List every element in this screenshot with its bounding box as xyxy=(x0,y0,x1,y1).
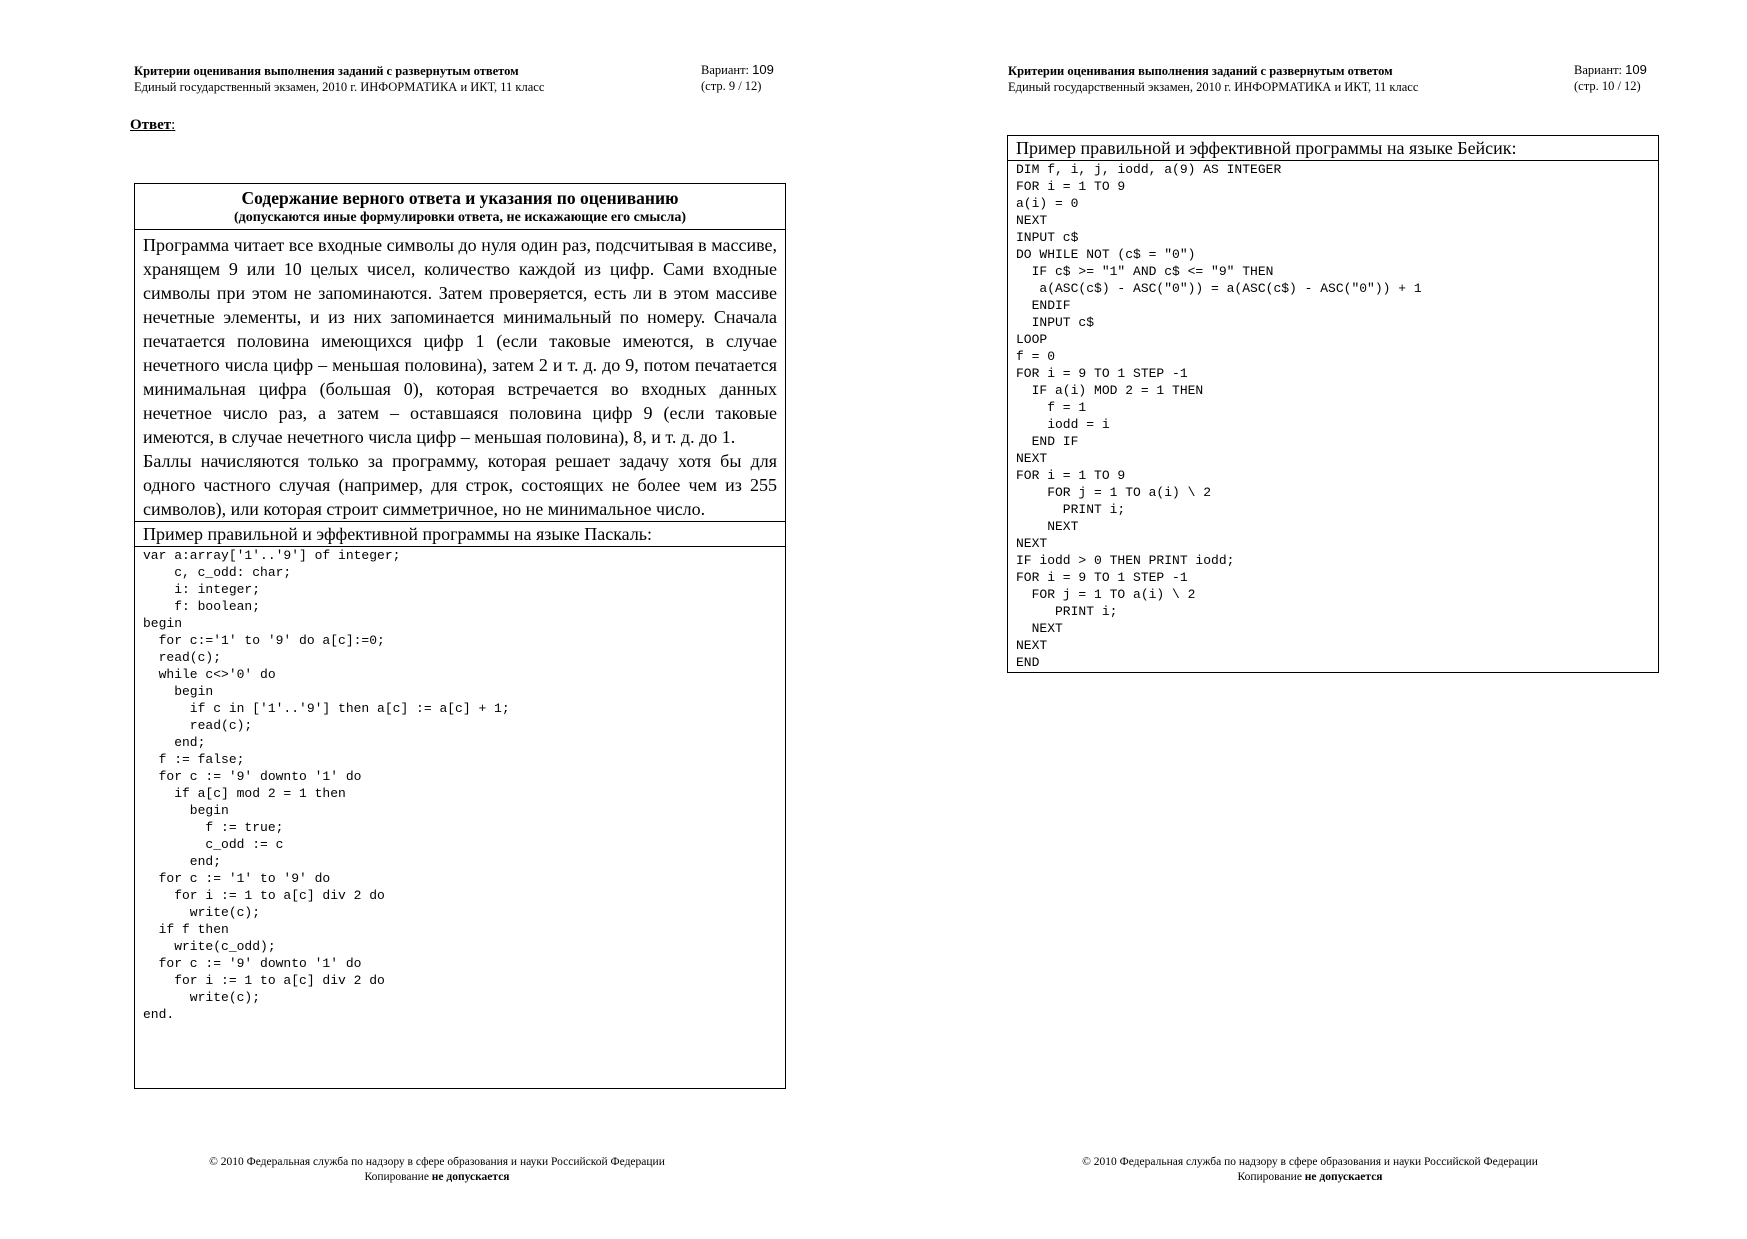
basic-code-line: NEXT xyxy=(1016,213,1048,228)
page-footer xyxy=(873,1155,1747,1185)
pascal-code-line: begin xyxy=(143,803,229,818)
footer-copy-notice: Копирование не допускается xyxy=(1237,1171,1383,1183)
basic-code-line: ENDIF xyxy=(1016,298,1071,313)
header-criteria: Критерии оценивания выполнения заданий с развернутым ответом xyxy=(1008,64,1393,78)
variant-label: Вариант: xyxy=(1574,63,1622,77)
pascal-code-line: end. xyxy=(143,1007,175,1022)
box-heading xyxy=(135,184,785,230)
pascal-code-line: c, c_odd: char; xyxy=(143,565,292,580)
basic-code-line: DO WHILE NOT (c$ = "0") xyxy=(1016,247,1196,262)
basic-code-line: FOR j = 1 TO a(i) \ 2 xyxy=(1016,587,1196,602)
pascal-code-line: end; xyxy=(143,854,222,869)
pascal-code-line: begin xyxy=(143,684,214,699)
solution-description: Программа читает все входные символы до нуля один раз, подсчитывая в массиве, хранящем 9 или 10 целых чисел, количество каждой из цифр. Сами входные символы при этом не запоминаются. Затем проверяется, есть ли в этом массиве нечетные элементы, и из них запоминается минимальный по номеру. Сначала печатается половина имеющихся цифр 1 (если таковые имеются, в случае нечетного числа цифр – меньшая половина), затем 2 и т. д. до 9, потом печатается минимальная цифра (большая 0), которая встречается во входных данных нечетное число раз, а затем – оставшаяся половина цифр 9 (если таковые имеются, в случае нечетного числа цифр – меньшая половина), 8, и т. д. до 1. xyxy=(143,235,777,447)
basic-code-line: NEXT xyxy=(1016,638,1048,653)
header-exam: Единый государственный экзамен, 2010 г. ИНФОРМАТИКА и ИКТ, 11 класс xyxy=(1008,80,1419,94)
pascal-code-line: var a:array['1'..'9'] of integer; xyxy=(143,548,401,563)
basic-code-line: NEXT xyxy=(1016,621,1063,636)
pascal-code-line: f: boolean; xyxy=(143,599,261,614)
basic-code-box xyxy=(1007,135,1659,673)
basic-code-line: IF a(i) MOD 2 = 1 THEN xyxy=(1016,383,1204,398)
basic-code-line: FOR j = 1 TO a(i) \ 2 xyxy=(1016,485,1212,500)
answer-label: Ответ: xyxy=(130,117,176,133)
basic-code-line: f = 1 xyxy=(1016,400,1087,415)
basic-code-line: INPUT c$ xyxy=(1016,315,1095,330)
footer-copyright: © 2010 Федеральная служба по надзору в сфере образования и науки Российской Федерации xyxy=(1082,1156,1538,1168)
basic-code-line: NEXT xyxy=(1016,536,1048,551)
basic-code-line: a(i) = 0 xyxy=(1016,196,1079,211)
basic-code-line: PRINT i; xyxy=(1016,502,1126,517)
basic-code-line: PRINT i; xyxy=(1016,604,1118,619)
basic-code-line: FOR i = 9 TO 1 STEP -1 xyxy=(1016,570,1188,585)
page-header xyxy=(134,63,544,95)
pascal-code-line: end; xyxy=(143,735,206,750)
pascal-code-line: if f then xyxy=(143,922,229,937)
basic-code-line: f = 0 xyxy=(1016,349,1056,364)
page-header-variant xyxy=(1574,62,1647,94)
answer-criteria-box xyxy=(134,183,786,1089)
basic-code-line: END xyxy=(1016,655,1040,670)
pascal-code-line: f := true; xyxy=(143,820,284,835)
basic-code-line: IF c$ >= "1" AND c$ <= "9" THEN xyxy=(1016,264,1274,279)
pascal-code-line: if a[c] mod 2 = 1 then xyxy=(143,786,346,801)
box-subtitle: (допускаются иные формулировки ответа, не искажающие его смысла) xyxy=(233,210,687,225)
pascal-code-line: write(c); xyxy=(143,905,261,920)
basic-code-line: NEXT xyxy=(1016,519,1079,534)
basic-code-line: INPUT c$ xyxy=(1016,230,1079,245)
pascal-code-line: read(c); xyxy=(143,650,222,665)
page-number: (стр. 9 / 12) xyxy=(701,79,762,93)
box-title: Содержание верного ответа и указания по оцениванию xyxy=(241,188,679,208)
basic-code-line: NEXT xyxy=(1016,451,1048,466)
footer-copy-notice: Копирование не допускается xyxy=(364,1171,510,1183)
variant-label: Вариант: xyxy=(701,63,749,77)
basic-code-line: LOOP xyxy=(1016,332,1048,347)
header-criteria: Критерии оценивания выполнения заданий с развернутым ответом xyxy=(134,64,519,78)
footer-copyright: © 2010 Федеральная служба по надзору в сфере образования и науки Российской Федерации xyxy=(209,1156,665,1168)
pascal-code-line: while c<>'0' do xyxy=(143,667,276,682)
pascal-code-line: c_odd := c xyxy=(143,837,284,852)
basic-code-line: DIM f, i, j, iodd, a(9) AS INTEGER xyxy=(1016,162,1282,177)
right-page xyxy=(873,0,1747,1239)
pascal-code-line: for c := '9' downto '1' do xyxy=(143,956,362,971)
basic-code-line: FOR i = 1 TO 9 xyxy=(1016,468,1126,483)
pascal-code-line: for c := '1' to '9' do xyxy=(143,871,331,886)
header-exam: Единый государственный экзамен, 2010 г. ИНФОРМАТИКА и ИКТ, 11 класс xyxy=(134,80,545,94)
pascal-code-line: begin xyxy=(143,616,183,631)
pascal-code-line: read(c); xyxy=(143,718,253,733)
pascal-code-line: for c := '9' downto '1' do xyxy=(143,769,362,784)
pascal-code-line: f := false; xyxy=(143,752,245,767)
pascal-code-line: write(c); xyxy=(143,990,261,1005)
page-header xyxy=(1008,63,1418,95)
variant-number: 109 xyxy=(752,62,774,77)
page-footer xyxy=(0,1155,874,1185)
basic-code-line: IF iodd > 0 THEN PRINT iodd; xyxy=(1016,553,1235,568)
pascal-code-line: write(c_odd); xyxy=(143,939,276,954)
pascal-code-line: for c:='1' to '9' do a[c]:=0; xyxy=(143,633,385,648)
pascal-code-line: for i := 1 to a[c] div 2 do xyxy=(143,973,385,988)
basic-code-line: FOR i = 9 TO 1 STEP -1 xyxy=(1016,366,1188,381)
basic-code-line: FOR i = 1 TO 9 xyxy=(1016,179,1126,194)
pascal-code-heading: Пример правильной и эффективной программы на языке Паскаль: xyxy=(135,522,785,547)
scoring-note: Баллы начисляются только за программу, которая решает задачу хотя бы для одного частного случая (например, для строк, состоящих не более чем из 255 символов), или которая строит симметричное, но не минимальное число. xyxy=(135,449,785,522)
pascal-code-block xyxy=(135,547,785,1023)
basic-code-heading: Пример правильной и эффективной программы на языке Бейсик: xyxy=(1008,136,1658,161)
page-number: (стр. 10 / 12) xyxy=(1574,79,1641,93)
variant-number: 109 xyxy=(1625,62,1647,77)
pascal-code-line: if c in ['1'..'9'] then a[c] := a[c] + 1; xyxy=(143,701,510,716)
basic-code-line: END IF xyxy=(1016,434,1079,449)
basic-code-line: a(ASC(c$) - ASC("0")) = a(ASC(c$) - ASC("0")) + 1 xyxy=(1016,281,1422,296)
pascal-code-line: for i := 1 to a[c] div 2 do xyxy=(143,888,385,903)
basic-code-line: iodd = i xyxy=(1016,417,1110,432)
basic-code-block xyxy=(1008,161,1658,671)
page-header-variant xyxy=(701,62,774,94)
pascal-code-line: i: integer; xyxy=(143,582,261,597)
